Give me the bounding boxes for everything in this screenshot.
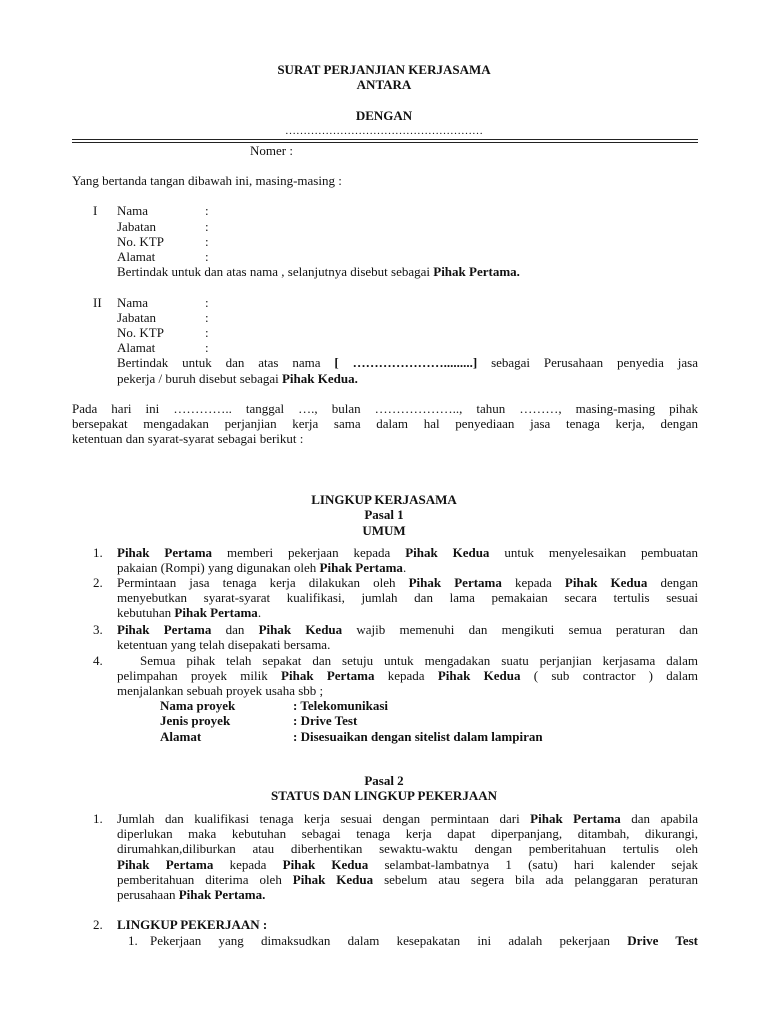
p1-item1-bold-f: Pihak Pertama [319,560,403,575]
p1-item2-number: 2. [93,575,103,590]
p1-item2-bold-d: Pihak Kedua [564,575,648,590]
p1-item3-bold-a: Pihak Pertama [117,622,212,637]
section2-title: STATUS DAN LINGKUP PEKERJAAN [271,788,497,803]
intro-text: Yang bertanda tangan dibawah ini, masing-masing : [72,173,342,188]
p2-item1-text-j: pemberitahuan diterima oleh [117,872,282,887]
nomor-label: Nomer : [250,143,293,158]
p2-item1-line3 [117,841,698,856]
p1-item2-bold-h: Pihak Pertama [174,605,258,620]
p2-item1-bold-k: Pihak Kedua [292,872,374,887]
party2-jabatan-label: Jabatan [117,310,156,325]
p1-item4-text-b: pelimpahan proyek milik [117,668,268,683]
p1-item2-text-e: dengan [660,575,698,590]
p2-item2-sub1-bold: Drive Test [627,933,698,948]
p2-item1-line5 [117,872,698,887]
section1-heading: LINGKUP KERJASAMA [311,492,457,507]
party2-acting-company: [ ………………….........] [334,355,478,370]
p1-item3-text-d: wajib memenuhi dan mengikuti semua peraturan dan [356,622,698,637]
party2-acting-name: Pihak Kedua. [281,371,358,386]
party1-number: I [93,203,98,218]
p2-item1-text-d: diperlukan maka kebutuhan sebagai tenaga kerja dapat diperpanjang, ditambah, dikurangi, [117,826,698,841]
p1-item2-line3 [117,605,261,620]
p1-item1-text-b: memberi pekerjaan kepada [226,545,391,560]
party1-alamat-colon: : [205,249,209,264]
p1-item4-line1 [140,653,698,668]
p1-item1-number: 1. [93,545,103,560]
agreement-line-1 [72,401,698,416]
party2-alamat-colon: : [205,340,209,355]
p1-item3-bold-c: Pihak Kedua [258,622,343,637]
p2-item1-text-e: dirumahkan,diliburkan atau diberhentikan sewaktu-waktu dengan pemberitahuan tertulis oleh [117,841,698,856]
party1-alamat-label: Alamat [117,249,156,264]
p1-item4-number: 4. [93,653,103,668]
p2-item1-bold-h: Pihak Kedua [282,857,369,872]
party1-acting-name: Pihak Pertama. [433,264,520,279]
p1-item2-text-c: kepada [514,575,552,590]
header-rule-bottom [72,142,698,143]
party1-name-label: Nama [117,203,149,218]
p1-item1-bold-c: Pihak Kedua [405,545,490,560]
p2-item1-line2 [117,826,698,841]
p2-item1-line4 [117,857,698,872]
title-line-3: DENGAN [355,108,413,123]
p1-item4-line2 [117,668,698,683]
p1-item4-line3: menjalankan sebuah proyek usaha sbb ; [117,683,324,698]
party2-number: II [93,295,102,310]
p2-item1-text-c: dan apabila [631,811,698,826]
party2-alamat-label: Alamat [117,340,156,355]
p1-item4-bold-e: Pihak Kedua [437,668,521,683]
title-dots: ……………………………………………… [285,125,483,137]
p1-item2-text-a: Permintaan jasa tenaga kerja dilakukan oleh [117,575,396,590]
party2-acting-text-a: Bertindak untuk dan atas nama [117,355,321,370]
p1-item4-text-f: ( sub contractor ) dalam [533,668,698,683]
p1-item2-line1 [117,575,698,590]
p2-item1-number: 1. [93,811,103,826]
p1-item3-text-b: dan [225,622,245,637]
party1-acting-text: Bertindak untuk dan atas nama , selanjutnya disebut sebagai [117,264,430,279]
party2-acting-text-c: sebagai Perusahaan penyedia jasa [491,355,698,370]
p1-item3-number: 3. [93,622,103,637]
p2-item2-sub1-number: 1. [128,933,138,948]
p1-item2-bold-b: Pihak Pertama [408,575,502,590]
p2-item1-text-m: perusahaan [117,887,176,902]
p1-item1-bold-a: Pihak Pertama [117,545,213,560]
party1-ktp-label: No. KTP [117,234,164,249]
p2-item1-bold-b: Pihak Pertama [530,811,621,826]
p2-item2-sub1-text: Pekerjaan yang dimaksudkan dalam kesepakatan ini adalah pekerjaan [150,933,611,948]
project-address-value: : Disesuaikan dengan sitelist dalam lampiran [293,729,543,744]
agreement-text-2: bersepakat mengadakan perjanjian kerja sama dalam hal penyediaan jasa tenaga kerja, dengan [72,416,698,431]
p1-item1-line2 [117,560,406,575]
p2-item1-text-g: kepada [229,857,267,872]
project-name-value: : Telekomunikasi [293,698,389,713]
party2-ktp-colon: : [205,325,209,340]
p1-item1-line1 [117,545,698,560]
p2-item1-line6 [117,887,265,902]
p1-item3-line1 [117,622,698,637]
party2-ktp-label: No. KTP [117,325,164,340]
p2-item1-text-l: sebelum atau segera bila ada pelanggaran peraturan [384,872,698,887]
p1-item4-bold-c: Pihak Pertama [281,668,375,683]
p2-item1-bold-f: Pihak Pertama [117,857,214,872]
p1-item1-period: . [402,560,407,575]
p1-item2-period: . [257,605,262,620]
p1-item4-text-a: Semua pihak telah sepakat dan setuju untuk mengadakan suatu perjanjian kerjasama dalam [140,653,698,668]
agreement-text-1: Pada hari ini ………….. tanggal …., bulan ……………….., tahun ………, masing-masing pihak [72,401,698,416]
p1-item4-text-d: kepada [387,668,425,683]
p1-item1-text-d: untuk menyelesaikan pembuatan [504,545,698,560]
section1-title: UMUM [362,523,406,538]
agreement-line-2 [72,416,698,431]
p2-item2-number: 2. [93,917,103,932]
party2-acting-text-d: pekerja / buruh disebut sebagai [117,371,279,386]
party1-name-colon: : [205,203,209,218]
party1-ktp-colon: : [205,234,209,249]
party1-acting [117,264,520,279]
header-rule-top [72,139,698,140]
party2-acting-line1 [117,355,698,370]
p2-item1-text-i: selambat-lambatnya 1 (satu) hari kalender sejak [384,857,698,872]
section2-pasal: Pasal 2 [364,773,404,788]
p2-item1-bold-n: Pihak Pertama. [178,887,266,902]
project-type-label: Jenis proyek [160,713,231,728]
p1-item2-line2 [117,590,698,605]
project-name-label: Nama proyek [160,698,236,713]
party2-acting-line2 [117,371,358,386]
p2-item1-line1 [117,811,698,826]
title-line-2: ANTARA [356,77,412,92]
p2-item2-sub1-line [150,933,698,948]
p2-item1-text-a: Jumlah dan kualifikasi tenaga kerja sesuai dengan permintaan dari [117,811,520,826]
p1-item2-text-g: kebutuhan [117,605,172,620]
p2-item2-title: LINGKUP PEKERJAAN : [117,917,268,932]
section1-pasal: Pasal 1 [364,507,404,522]
title-line-1: SURAT PERJANJIAN KERJASAMA [277,62,491,77]
party1-jabatan-colon: : [205,219,209,234]
p1-item3-line2: ketentuan yang telah disepakati bersama. [117,637,331,652]
p1-item2-text-f: menyebutkan syarat-syarat kualifikasi, jumlah dan lama pemakaian secara tertulis sesuai [117,590,698,605]
project-type-value: : Drive Test [293,713,358,728]
party2-name-colon: : [205,295,209,310]
party1-jabatan-label: Jabatan [117,219,156,234]
party2-name-label: Nama [117,295,149,310]
project-address-label: Alamat [160,729,202,744]
p1-item1-text-e: pakaian (Rompi) yang digunakan oleh [117,560,317,575]
party2-jabatan-colon: : [205,310,209,325]
agreement-line-3: ketentuan dan syarat-syarat sebagai berikut : [72,431,304,446]
